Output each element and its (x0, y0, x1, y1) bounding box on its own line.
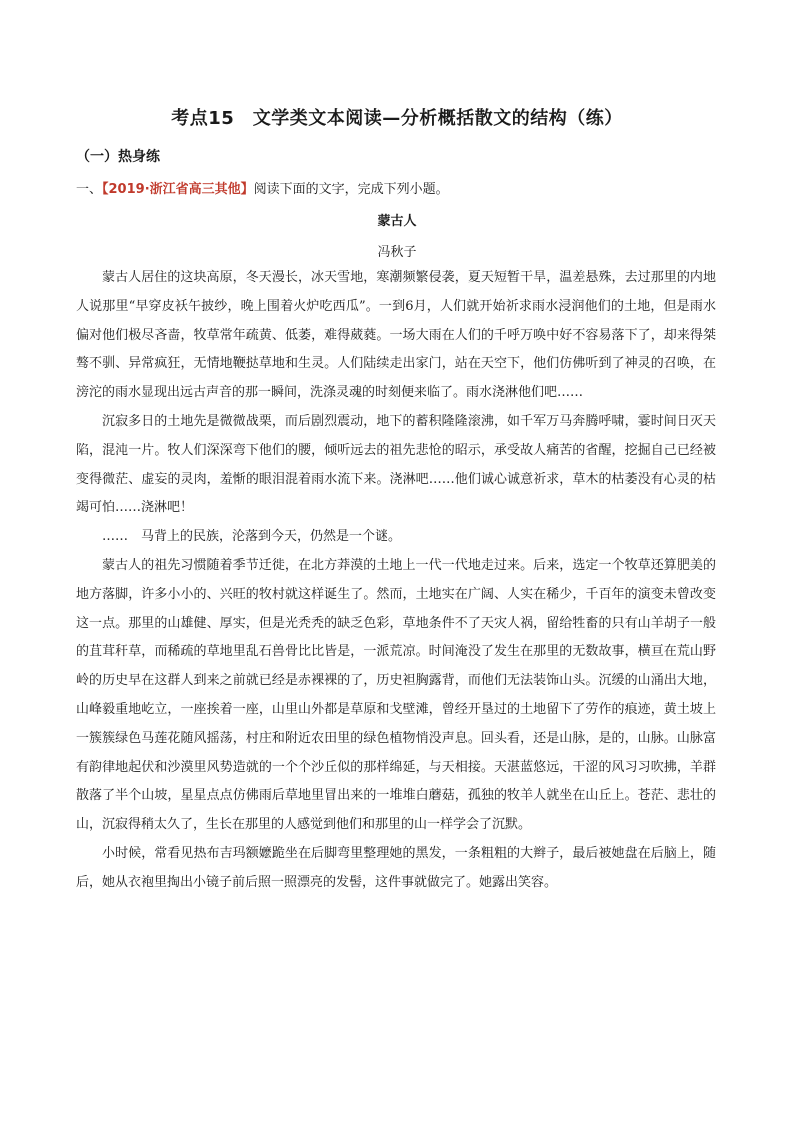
section-heading: （一）热身练 (76, 149, 160, 165)
essay-paragraph: 沉寂多日的土地先是微微战栗，而后剧烈震动，地下的蓄积隆隆滚沸，如千军万马奔腾呼啸，霎时间日灭天陷，混沌一片。牧人们深深弯下他们的腰，倾听远去的祖先悲怆的昭示，承受故人痛苦的省醒，挖掘自己已经被变得微茫、虚妄的灵肉，羞惭的眼泪混着雨水流下来。浇淋吧……他们诚心诚意祈求，草木的枯萎没有心灵的枯竭可怕……浇淋吧！ (76, 413, 716, 516)
essay-author: 冯秋子 (377, 245, 417, 260)
essay-paragraph: 蒙古人居住的这块高原，冬天漫长，冰天雪地，寒潮频繁侵袭，夏天短暂干旱，温差悬殊，去过那里的内地人说那里“早穿皮袄午披纱，晚上围着火炉吃西瓜”。一到6月，人们就开始祈求雨水浸润他们的土地，但是雨水偏对他们极尽吝啬，牧草常年疏黄、低萎，难得葳蕤。一场大雨在人们的千呼万唤中好不容易落下了，却来得桀骜不驯、异常疯狂，无情地鞭挞草地和生灵。人们陆续走出家门，站在天空下，他们仿佛听到了神灵的召唤，在滂沱的雨水显现出远古声音的那一瞬间，洗涤灵魂的时刻便来临了。雨水浇淋他们吧…… (76, 270, 716, 401)
page-title: 考点15 文学类文本阅读—分析概括散文的结构（练） (171, 108, 623, 129)
essay-paragraph: 小时候，常看见热布吉玛额嬷跪坐在后脚弯里整理她的黑发，一条粗粗的大辫子，最后被她盘在后脑上，随后，她从衣袍里掏出小镜子前后照一照漂亮的发髻，这件事就做完了。她露出笑容。 (76, 845, 716, 890)
essay-title: 蒙古人 (377, 214, 417, 229)
essay-paragraph: …… 马背上的民族，沦落到今天，仍然是一个谜。 (102, 529, 402, 545)
question-prompt (76, 178, 449, 197)
essay-paragraph: 蒙古人的祖先习惯随着季节迁徙，在北方莽漠的土地上一代一代地走过来。后来，选定一个牧草还算肥美的地方落脚，许多小小的、兴旺的牧村就这样诞生了。然而，土地实在广阔、人实在稀少，千百年的演变未曾改变这一点。那里的山雄健、厚实，但是光秃秃的缺乏色彩，草地条件不了天灾人祸，留给牲畜的只有山羊胡子一般的苴茸秆草，而稀疏的草地里乱石兽骨比比皆是，一派荒凉。时间淹没了发生在那里的无数故事，横亘在荒山野岭的历史早在这群人到来之前就已经是赤裸裸的了，历史袒胸露背，而他们无法装饰山头。沉缓的山涌出大地，山峰毅重地屹立，一座挨着一座，山里山外都是草原和戈壁滩，曾经开垦过的土地留下了劳作的痕迹，黄土坡上一簇簇绿色马莲花随风摇荡，村庄和附近农田里的绿色植物悄没声息。回头看，还是山脉，是的，山脉。山脉富有韵律地起伏和沙漠里风势造就的一个个沙丘似的那样绵延，与天相接。天湛蓝悠远，干涩的风习习吹拂，羊群散落了半个山坡，星星点点仿佛雨后草地里冒出来的一堆堆白蘑菇，孤独的牧羊人就坐在山丘上。苍茫、悲壮的山，沉寂得稍太久了，生长在那里的人感觉到他们和那里的山一样学会了沉默。 (76, 557, 716, 833)
question-instruction: 阅读下面的文字，完成下列小题。 (253, 182, 449, 197)
essay-body (76, 264, 716, 898)
question-number: 一、 (76, 182, 103, 197)
question-source: 【2019·浙江省高三其他】 (102, 182, 254, 197)
